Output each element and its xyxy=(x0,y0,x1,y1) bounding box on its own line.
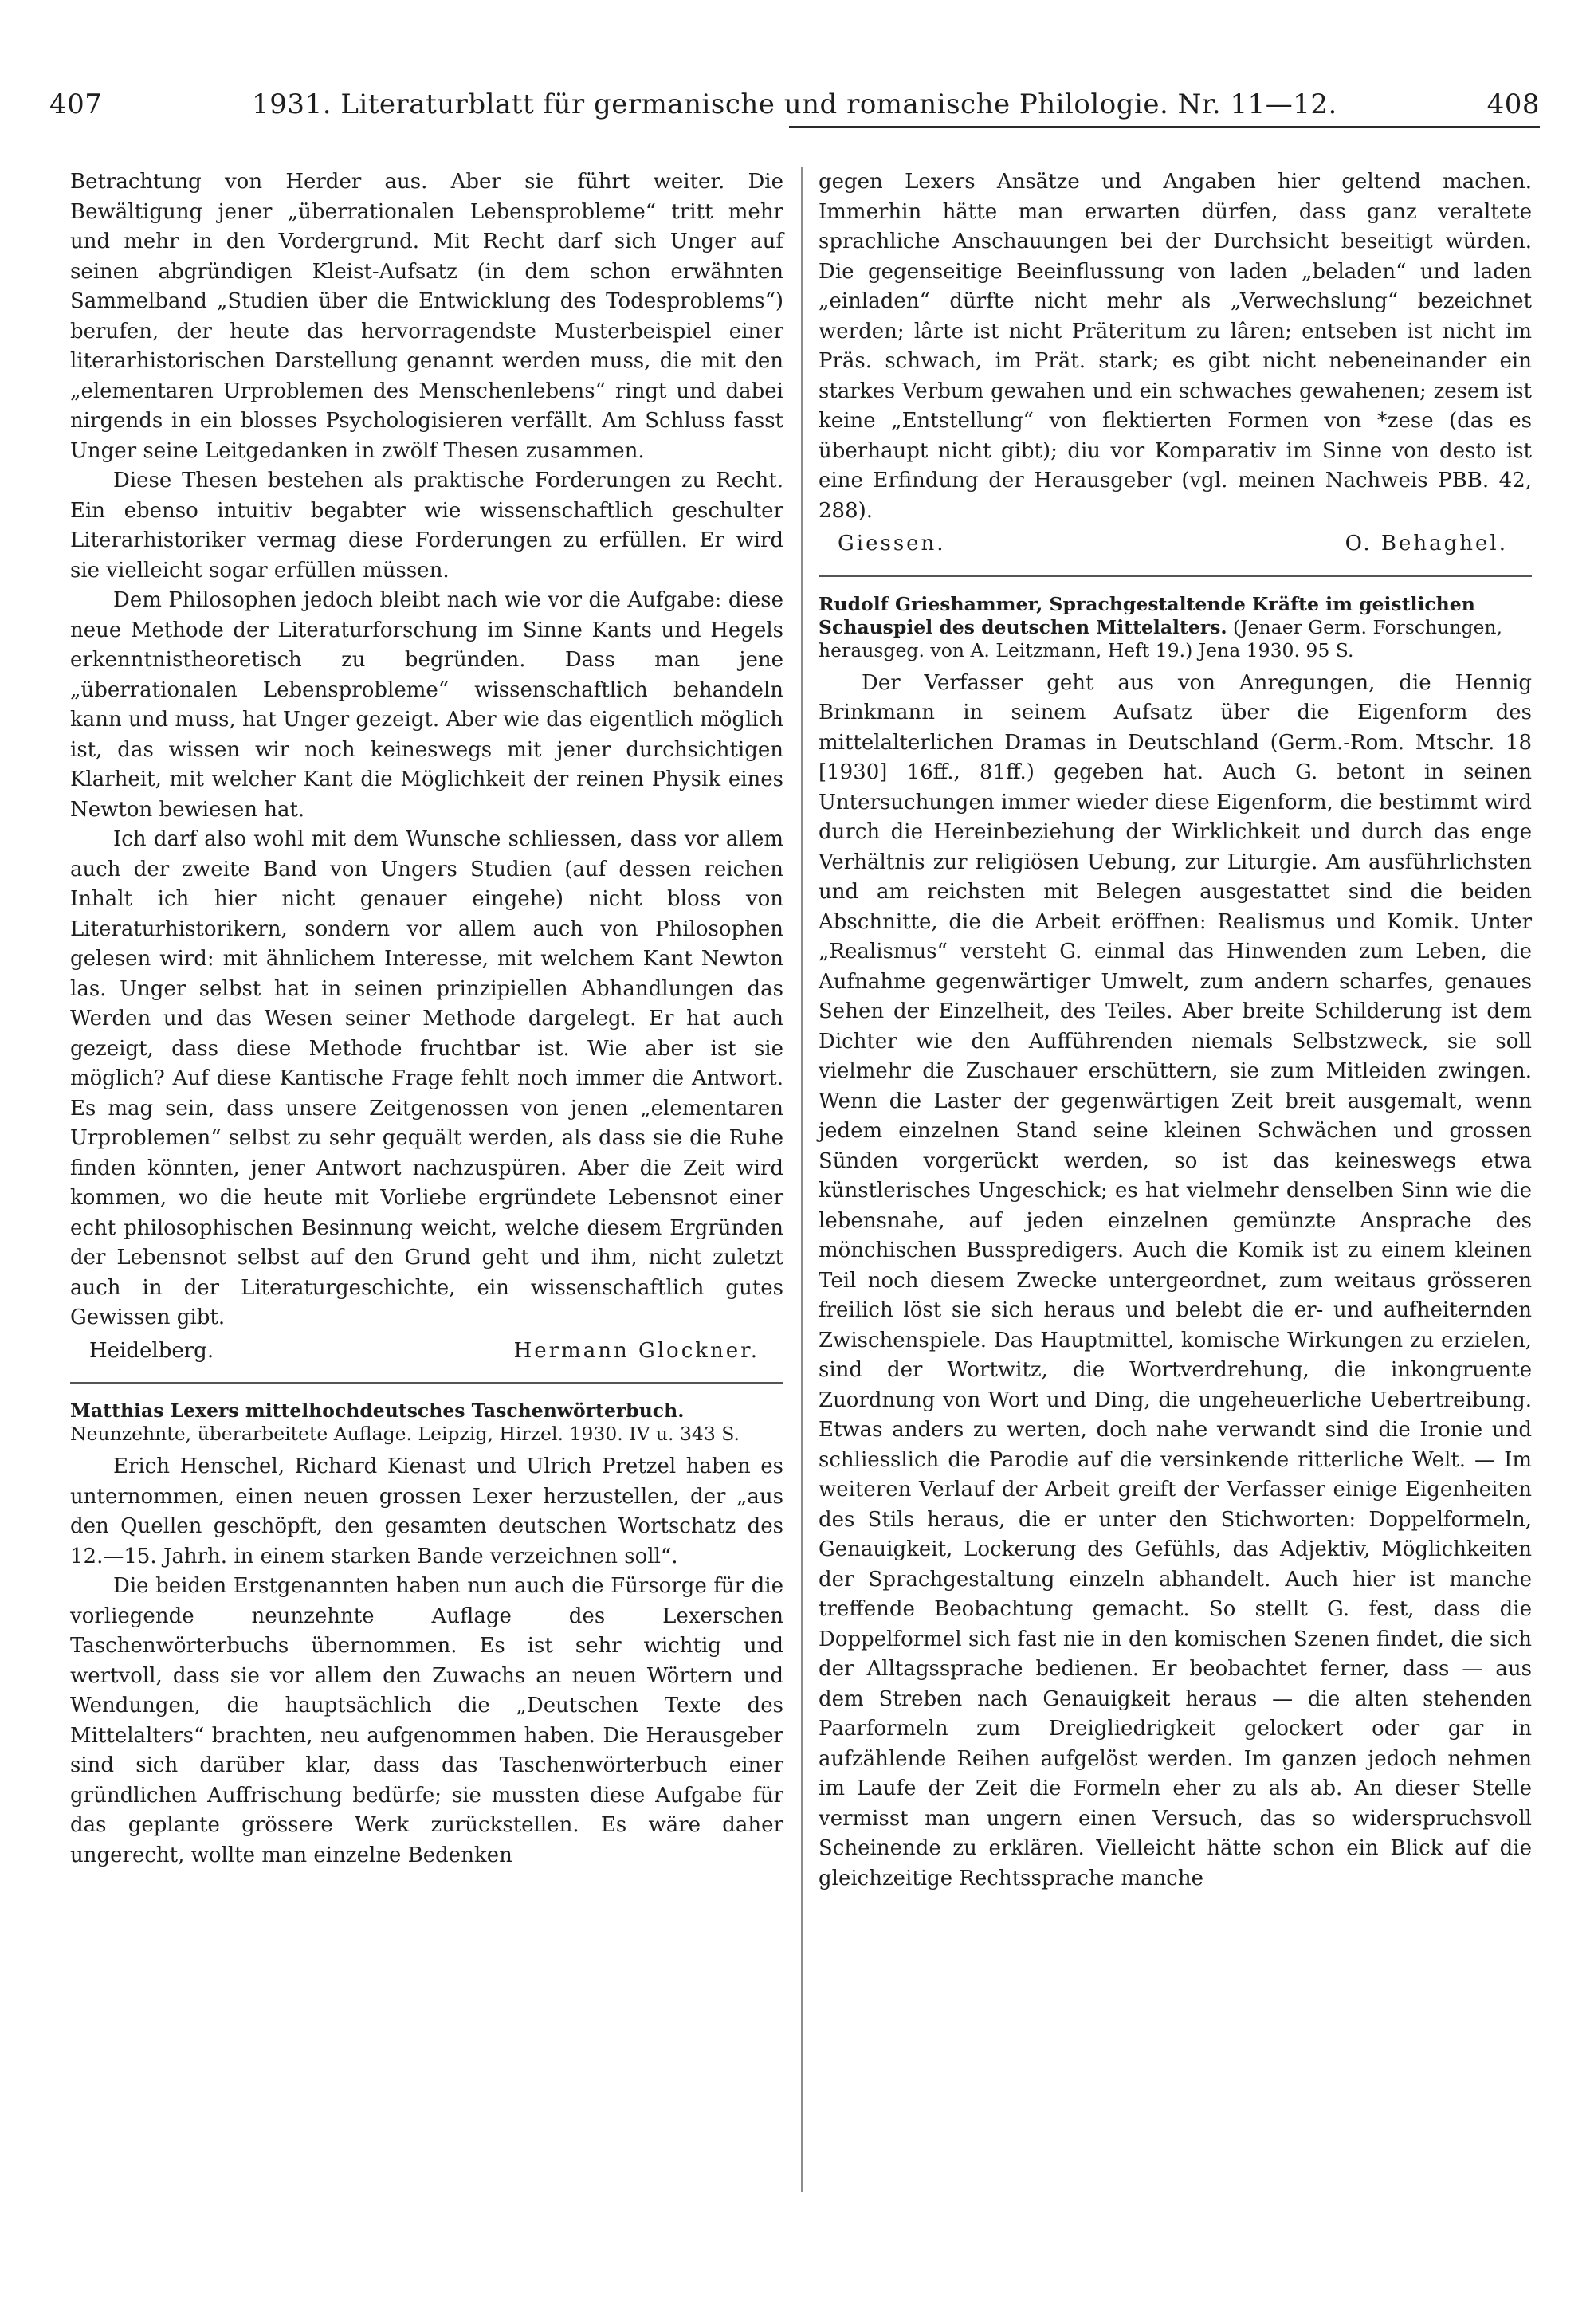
left-column xyxy=(70,167,783,1871)
review-heading-title: Matthias Lexers mittelhochdeutsches Taschenwörterbuch. xyxy=(70,1400,685,1422)
header-rule xyxy=(789,126,1540,128)
review-heading xyxy=(70,1400,783,1446)
signature-place: Heidelberg. xyxy=(89,1338,214,1363)
signature xyxy=(819,529,1532,559)
column-divider xyxy=(801,167,803,2192)
signature-author: O. Behaghel. xyxy=(1345,532,1508,555)
paragraph: Erich Henschel, Richard Kienast und Ulrich Pretzel haben es unternommen, einen neuen grossen Lexer herzustellen, der „aus den Quellen geschöpft, den gesamten deutschen Wortschatz des 12.—15. Jahrh. in einem starken Bande verzeichnen soll“. xyxy=(70,1454,783,1568)
paragraph: Dem Philosophen jedoch bleibt nach wie vor die Aufgabe: diese neue Methode der Literaturforschung im Sinne Kants und Hegels erkenntnistheoretisch zu begründen. Dass man jene „überrationalen Lebensprobleme“ wissenschaftlich behandeln kann und muss, hat Unger gezeigt. Aber wie das eigentlich möglich ist, das wissen wir noch keineswegs mit jener durchsichtigen Klarheit, mit welcher Kant die Möglichkeit der reinen Physik eines Newton bewiesen hat. xyxy=(70,588,783,822)
review-heading-details: (Jenaer Germ. Forschungen, herausgeg. von A. Leitzmann, Heft 19.) Jena 1930. 95 S. xyxy=(819,615,1503,661)
running-header xyxy=(49,84,1540,125)
signature-place: Giessen. xyxy=(838,532,946,555)
signature-author: Hermann Glockner. xyxy=(513,1338,760,1363)
paragraph: Betrachtung von Herder aus. Aber sie führt weiter. Die Bewältigung jener „überrationalen Lebensprobleme“ tritt mehr und mehr in den Vordergrund. Mit Recht darf sich Unger auf seinen abgründigen Kleist-Aufsatz (in dem schon erwähnten Sammelband „Studien über die Entwicklung des Todesproblems“) berufen, der heute das hervorragendste Musterbeispiel einer literarhistorischen Darstellung genannt werden muss, die mit den „elementaren Urproblemen des Menschenlebens“ ringt und dabei nirgends in ein blosses Psychologisieren verfällt. Am Schluss fasst Unger seine Leitgedanken in zwölf Thesen zusammen. xyxy=(70,170,783,463)
page-number-right: 408 xyxy=(1486,88,1540,120)
signature xyxy=(70,1337,783,1367)
paragraph: Die beiden Erstgenannten haben nun auch die Fürsorge für die vorliegende neunzehnte Auflage des Lexerschen Taschenwörterbuchs übernommen. Es ist sehr wichtig und wertvoll, dass sie vor allem den Zuwachs an neuen Wörtern und Wendungen, die hauptsächlich die „Deutschen Texte des Mittelalters“ brachten, neu aufgenommen haben. Die Herausgeber sind sich darüber klar, dass das Taschenwörterbuch einer gründlichen Auffrischung bedürfe; sie mussten diese Aufgabe für das geplante grössere Werk zurückstellen. Es wäre daher ungerecht, wollte man einzelne Bedenken xyxy=(70,1574,783,1867)
journal-title: 1931. Literaturblatt für germanische und romanische Philologie. Nr. 11—12. xyxy=(252,88,1337,120)
review-heading-details: Neunzehnte, überarbeitete Auflage. Leipzig, Hirzel. 1930. IV u. 343 S. xyxy=(70,1423,740,1445)
paragraph: Diese Thesen bestehen als praktische Forderungen zu Recht. Ein ebenso intuitiv begabter wie wissenschaftlich geschulter Literarhistoriker vermag diese Forderungen zu erfüllen. Er wird sie vielleicht sogar erfüllen müssen. xyxy=(70,469,783,583)
review-heading-title: Rudolf Grieshammer, Sprachgestaltende Kräfte im geistlichen Schauspiel des deutschen Mittelalters. xyxy=(819,592,1475,638)
review-heading xyxy=(819,593,1532,662)
review-separator xyxy=(819,575,1532,577)
right-column xyxy=(819,167,1532,1894)
paragraph: gegen Lexers Ansätze und Angaben hier geltend machen. Immerhin hätte man erwarten dürfen, dass ganz veraltete sprachliche Anschauungen bei der Durchsicht beseitigt würden. Die gegenseitige Beeinflussung von laden „beladen“ und laden „einladen“ dürfte nicht mehr als „Verwechslung“ bezeichnet werden; lârte ist nicht Präteritum zu lâren; entseben ist nicht im Präs. schwach, im Prät. stark; es gibt nicht nebeneinander ein starkes Verbum gewahen und ein schwaches gewahenen; zesem ist keine „Entstellung“ von flektierten Formen von *zese (das es überhaupt nicht gibt); diu vor Komparativ im Sinne von desto ist eine Erfindung der Herausgeber (vgl. meinen Nachweis PBB. 42, 288). xyxy=(819,170,1532,523)
page-number-left: 407 xyxy=(49,88,103,120)
paragraph: Der Verfasser geht aus von Anregungen, die Hennig Brinkmann in seinem Aufsatz über die Eigenform des mittelalterlichen Dramas in Deutschland (Germ.-Rom. Mtschr. 18 [1930] 16ff., 81ff.) gegeben hat. Auch G. betont in seinen Untersuchungen immer wieder diese Eigenform, die bestimmt wird durch die Hereinbeziehung der Wirklichkeit und durch das enge Verhältnis zur religiösen Uebung, zur Liturgie. Am ausführlichsten und am reichsten mit Belegen ausgestattet sind die beiden Abschnitte, die die Arbeit eröffnen: Realismus und Komik. Unter „Realismus“ versteht G. einmal das Hinwenden zum Leben, die Aufnahme gegenwärtiger Umwelt, zum andern scharfes, genaues Sehen der Einzelheit, des Teiles. Aber breite Schilderung ist dem Dichter wie den Aufführenden niemals Selbstzweck, sie soll vielmehr die Zuschauer erschüttern, sie zum Mitleiden zwingen. Wenn die Laster der gegenwärtigen Zeit breit ausgemalt, wenn jedem einzelnen Stand seine kleinen Schwächen und grossen Sünden vorgerückt werden, so ist das keineswegs etwa künstlerisches Ungeschick; es hat vielmehr denselben Sinn wie die lebensnahe, auf jeden einzelnen gemünzte Ansprache des mönchischen Busspredigers. Auch die Komik ist zu einem kleinen Teil noch diesem Zwecke untergeordnet, zum weitaus grösseren freilich löst sie sich heraus und belebt die er- und aufheiternden Zwischenspiele. Das Hauptmittel, komische Wirkungen zu erzielen, sind der Wortwitz, die Wortverdrehung, die inkongruente Zuordnung von Wort und Ding, die ungeheuerliche Uebertreibung. Etwas anders zu werten, doch nahe verwandt sind die Ironie und schliesslich die Parodie auf die versinkende ritterliche Welt. — Im weiteren Verlauf der Arbeit greift der Verfasser einige Eigenheiten des Stils heraus, die er unter den Stichworten: Doppelformeln, Genauigkeit, Lockerung des Gefühls, das Adjektiv, Möglichkeiten der Sprachgestaltung einzeln abhandelt. Auch hier ist manche treffende Beobachtung gemacht. So stellt G. fest, dass die Doppelformel sich fast nie in den komischen Szenen findet, die sich der Alltagssprache bedienen. Er beobachtet ferner, dass — aus dem Streben nach Genauigkeit heraus — die alten stehenden Paarformeln zum Dreigliedrigkeit gelockert oder gar in aufzählende Reihen aufgelöst werden. Im ganzen jedoch nehmen im Laufe der Zeit die Formeln eher zu als ab. An dieser Stelle vermisst man ungern einen Versuch, das so widerspruchsvoll Scheinende zu erklären. Vielleicht hätte schon ein Blick auf die gleichzeitige Rechtssprache manche xyxy=(819,670,1532,1890)
paragraph: Ich darf also wohl mit dem Wunsche schliessen, dass vor allem auch der zweite Band von Ungers Studien (auf dessen reichen Inhalt ich hier nicht genauer eingehe) nicht bloss von Literaturhistorikern, sondern vor allem auch von Philosophen gelesen wird: mit ähnlichem Interesse, mit welchem Kant Newton las. Unger selbst hat in seinen prinzipiellen Abhandlungen das Werden und das Wesen seiner Methode dargelegt. Er hat auch gezeigt, dass diese Methode fruchtbar ist. Wie aber ist sie möglich? Auf diese Kantische Frage fehlt noch immer die Antwort. Es mag sein, dass unsere Zeitgenossen von jenen „elementaren Urproblemen“ selbst zu sehr gequält werden, als dass sie die Ruhe finden könnten, jener Antwort nachzuspüren. Aber die Zeit wird kommen, wo die heute mit Vorliebe ergründete Lebensnot einer echt philosophischen Besinnung weicht, welche diesem Ergründen der Lebensnot selbst auf den Grund geht und ihm, nicht zuletzt auch in der Literaturgeschichte, ein wissenschaftlich gutes Gewissen gibt. xyxy=(70,827,783,1329)
review-separator xyxy=(70,1382,783,1384)
